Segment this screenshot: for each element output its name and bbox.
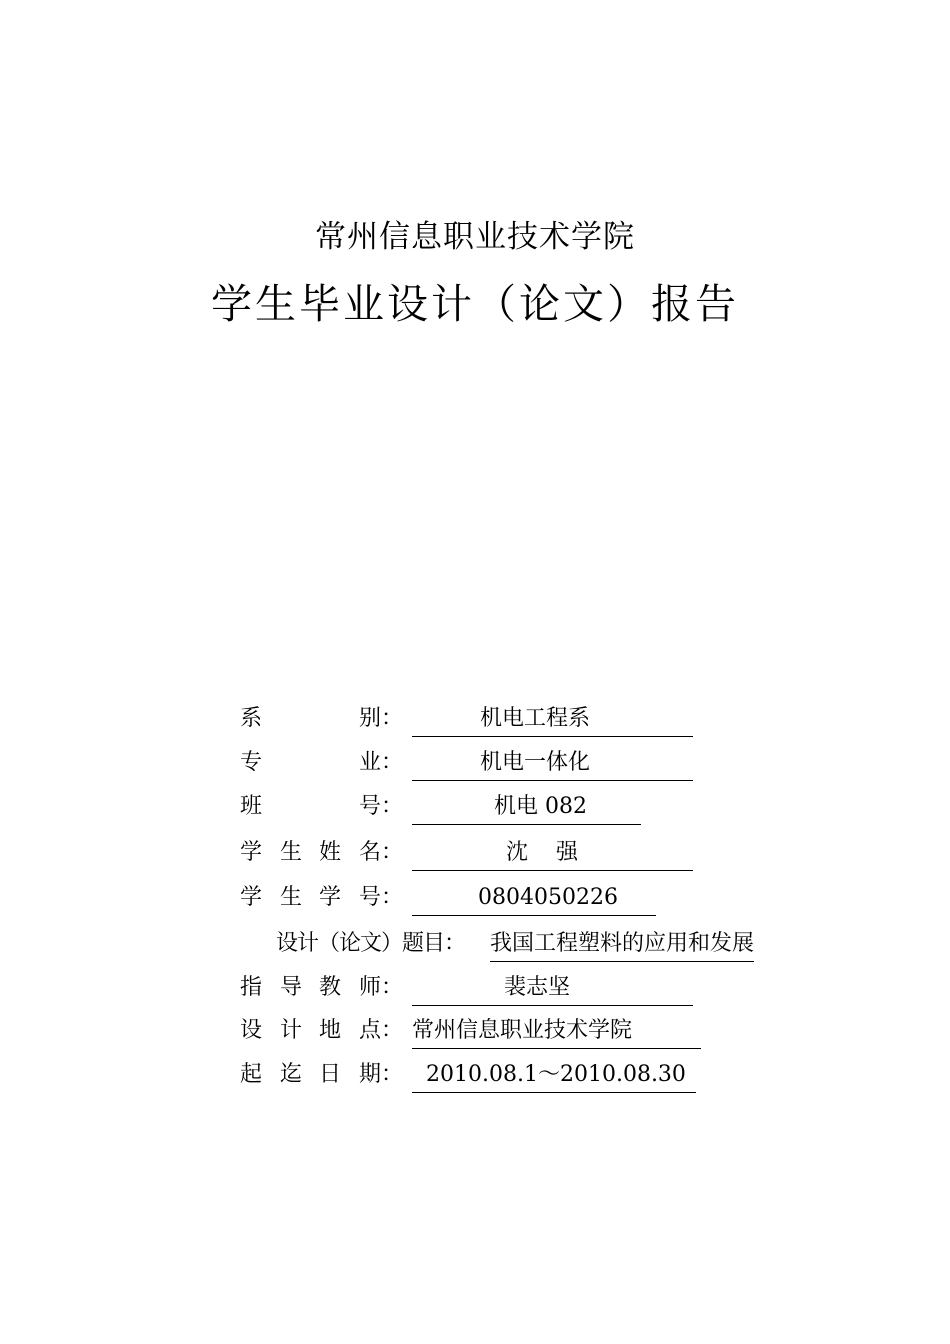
field-topic-label: 设计（论文）题目： [276, 931, 466, 956]
label-char: 日 [319, 1062, 342, 1087]
value-text: 2010.08.1～2010.08.30 [426, 1062, 686, 1087]
label-char: 计 [280, 1018, 303, 1043]
label-char: 迄 [280, 1062, 303, 1087]
field-topic-value: 我国工程塑料的应用和发展 [490, 926, 754, 962]
value-text: 机电工程系 [480, 706, 591, 731]
field-advisor-label [238, 970, 410, 1006]
label-char: 号： [359, 885, 404, 910]
field-location-value [412, 1013, 701, 1049]
label-char: 名： [359, 840, 404, 865]
field-dates-value [412, 1057, 696, 1093]
value-text: 常州信息职业技术学院 [412, 1018, 633, 1043]
label-char: 号： [359, 794, 404, 819]
field-department-value [412, 701, 693, 737]
label-char: 系 [240, 706, 263, 731]
label-char: 专 [240, 750, 263, 775]
label-char: 班 [240, 794, 263, 819]
report-title: 学生毕业设计（论文）报告 [211, 280, 739, 328]
field-class-value [412, 789, 641, 825]
label-char: 起 [240, 1062, 263, 1087]
label-char: 师： [359, 975, 404, 1000]
field-dates-label [238, 1057, 410, 1093]
label-char: 生 [280, 885, 303, 910]
label-char: 业： [359, 750, 404, 775]
label-char: 学 [240, 840, 263, 865]
label-char: 指 [240, 975, 263, 1000]
value-text: 沈 强 [506, 840, 578, 865]
label-char: 生 [280, 840, 303, 865]
label-char: 地 [319, 1018, 342, 1043]
field-student-name-label [238, 835, 410, 871]
field-advisor-value [412, 970, 693, 1006]
label-char: 设 [240, 1018, 263, 1043]
value-text: 机电一体化 [480, 750, 591, 775]
label-char: 学 [240, 885, 263, 910]
label-char: 学 [319, 885, 342, 910]
school-name: 常州信息职业技术学院 [315, 219, 635, 255]
field-student-id-value [412, 880, 656, 916]
label-char: 期： [359, 1062, 404, 1087]
field-department-label [238, 701, 410, 737]
field-location-label [238, 1013, 410, 1049]
field-student-name-value [412, 835, 693, 871]
field-student-id-label [238, 880, 410, 916]
value-text: 0804050226 [478, 885, 618, 910]
label-char: 别： [359, 706, 404, 731]
label-char: 点： [359, 1018, 404, 1043]
value-text: 机电 082 [494, 794, 587, 819]
label-char: 导 [280, 975, 303, 1000]
field-major-value [412, 745, 693, 781]
field-class-label [238, 789, 410, 825]
value-text: 裴志坚 [504, 975, 571, 1000]
label-char: 教 [319, 975, 342, 1000]
field-major-label [238, 745, 410, 781]
label-char: 姓 [319, 840, 342, 865]
